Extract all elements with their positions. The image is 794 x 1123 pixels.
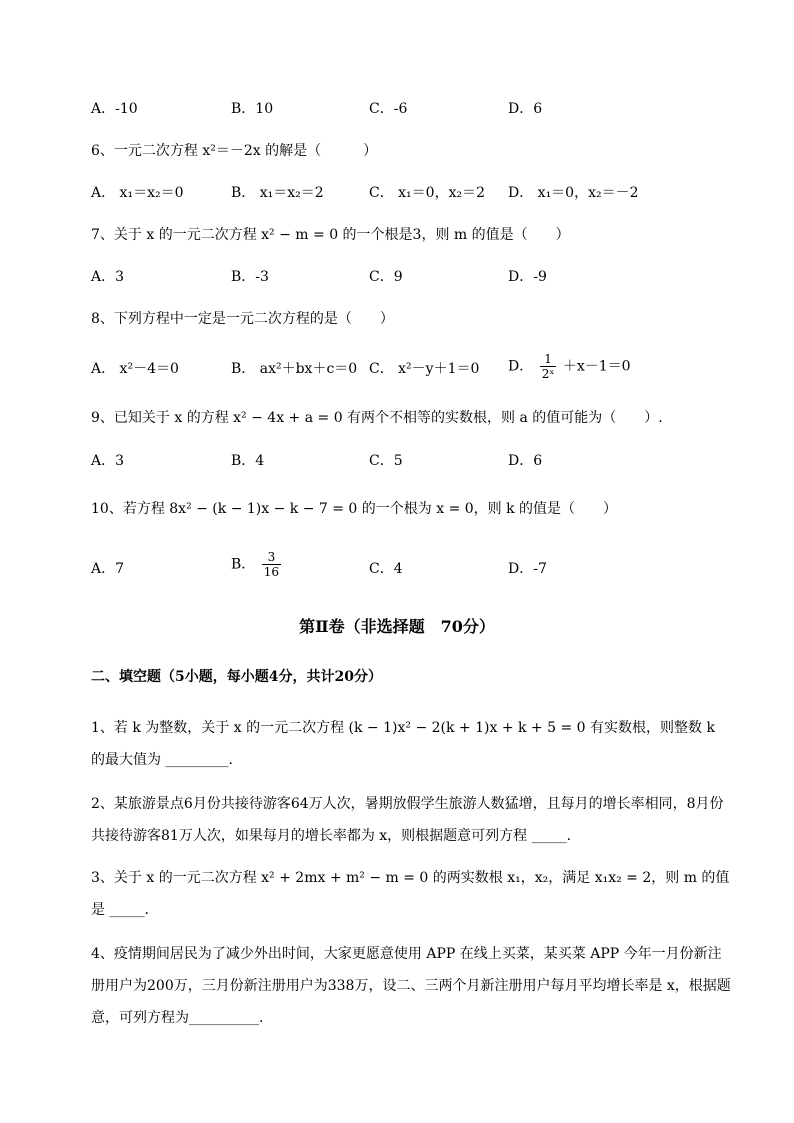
q10-option-b [231, 550, 283, 579]
q10-option-d: D．-7 [508, 561, 547, 577]
q8-option-d-fraction [540, 352, 557, 381]
q9-option-d: D．6 [508, 453, 543, 469]
part2-heading: 第Ⅱ卷（非选择题 70分） [299, 617, 495, 636]
q6-option-a: A． x₁＝x₂＝0 [91, 185, 184, 201]
q9-option-a: A．3 [91, 453, 125, 469]
q5-option-a: A．-10 [91, 101, 138, 117]
fill-section-title: 二、填空题（5小题，每小题4分，共计20分） [91, 669, 382, 685]
q5-option-b: B．10 [231, 101, 274, 117]
q8-option-c: C． x²－y＋1＝0 [369, 361, 480, 377]
fill-question-4: 4、疫情期间居民为了减少外出时间，大家更愿意使用 APP 在线上买菜，某买菜 APP 今年一月份新注册用户为200万，三月份新注册用户为338万，设二、三两个月新注册用户每月平均增长率是 x，根据题意，可列方程为__________. [91, 946, 731, 1026]
q8-option-d-label: D． [508, 358, 534, 375]
q6-option-d: D． x₁＝0，x₂＝－2 [508, 185, 639, 201]
q7-option-c: C．9 [369, 269, 403, 285]
fill-question-2: 2、某旅游景点6月份共接待游客64万人次，暑期放假学生旅游人数猛增，且每月的增长率相同，8月份共接待游客81万人次，如果每月的增长率都为 x，则根据题意可列方程 _____. [91, 796, 724, 844]
q8-option-d [508, 352, 631, 381]
q8-option-b: B． ax²＋bx＋c＝0 [231, 361, 358, 377]
fill-question-1: 1、若 k 为整数，关于 x 的一元二次方程 (k − 1)x² − 2(k + 1)x + k + 5 = 0 有实数根，则整数 k 的最大值为 _________. [91, 720, 715, 768]
q10-option-c: C．4 [369, 561, 403, 577]
fraction-numerator: 1 [540, 352, 557, 367]
q9-option-b: B．4 [231, 453, 265, 469]
q8-option-a: A． x²－4＝0 [91, 361, 179, 377]
fill-question-3: 3、关于 x 的一元二次方程 x² + 2mx + m² − m = 0 的两实数根 x₁，x₂，满足 x₁x₂ = 2，则 m 的值是 _____. [91, 870, 730, 918]
q6-stem: 6、一元二次方程 x²＝－2x 的解是（ ） [91, 143, 378, 159]
q9-stem: 9、已知关于 x 的方程 x² − 4x + a = 0 有两个不相等的实数根，则 a 的值可能为（ ）. [91, 410, 663, 426]
q7-option-a: A．3 [91, 269, 125, 285]
q10-option-b-label: B． [231, 556, 256, 573]
q5-option-d: D．6 [508, 101, 543, 117]
q10-stem: 10、若方程 8x² − (k − 1)x − k − 7 = 0 的一个根为 x = 0，则 k 的值是（ ） [91, 501, 618, 517]
q6-option-c: C． x₁＝0，x₂＝2 [369, 185, 485, 201]
fraction-denominator: 16 [263, 565, 280, 579]
q5-option-c: C．-6 [369, 101, 408, 117]
fraction-numerator: 3 [262, 550, 281, 565]
q7-option-d: D．-9 [508, 269, 547, 285]
q7-option-b: B．-3 [231, 269, 269, 285]
q6-option-b: B． x₁＝x₂＝2 [231, 185, 324, 201]
q10-option-b-fraction [262, 550, 281, 579]
q8-option-d-rest: ＋x－1＝0 [562, 358, 631, 375]
q10-option-a: A．7 [91, 561, 125, 577]
fraction-denominator: 2ˣ [541, 367, 555, 381]
q9-option-c: C．5 [369, 453, 403, 469]
q8-stem: 8、下列方程中一定是一元二次方程的是（ ） [91, 311, 394, 327]
q7-stem: 7、关于 x 的一元二次方程 x² − m = 0 的一个根是3，则 m 的值是（ ） [91, 227, 570, 243]
